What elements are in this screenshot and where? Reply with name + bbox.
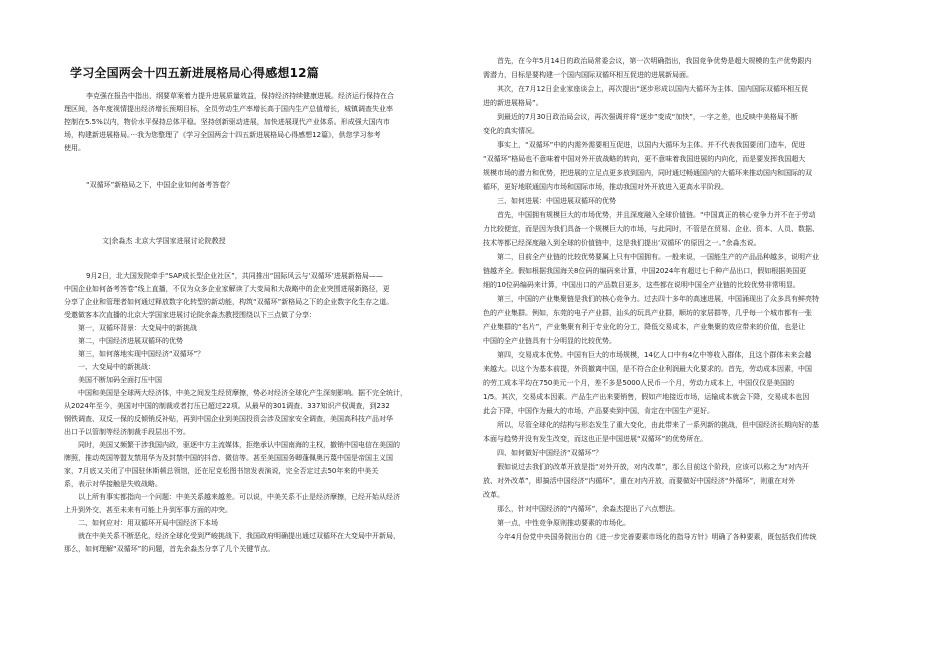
paragraph-line: 理区间，各年度视情提出经济增长预期目标，全员劳动生产率增长高于国内生产总值增长，城镇调查失业率 bbox=[64, 105, 393, 113]
paragraph-line: 以上所有事实都指向一个问题：中美关系越来越差。可以说，中美关系不止是经济摩擦，已经开始从经济 bbox=[78, 493, 400, 501]
paragraph-line: 中国的全产业链具有十分明显的比较优势。 bbox=[483, 337, 616, 345]
paragraph-line: 家，7月底又关闭了中国驻休斯顿总领馆，还在尼克松图书馆发表演说，完全否定过去50年来的中美关 bbox=[64, 467, 379, 475]
paragraph-line: 本面与趋势并没有发生改变，而这也正是中国进展“双循环”的优势所在。 bbox=[483, 435, 708, 443]
paragraph-line: 第二，目前全产业链的比较优势要属上只有中国拥有。一般来说，一国能生产的产品品种越多，说明产业 bbox=[497, 253, 819, 261]
paragraph-line: 第三，如何落地实现中国经济“双循环”？ bbox=[78, 350, 205, 358]
paragraph-line: 事实上，“双循环”中的内需外需要相互促进，以国内大循环为主体。并不代表我国要闭门造车，促进 bbox=[497, 141, 806, 149]
paragraph-line: 第二，中国经济进展双循环的优势 bbox=[78, 337, 183, 345]
paragraph-line: 钢铁调查、双反一保的反倾销反补贴，再到中国企业到美国投资会涉及国家安全调查，美国高科技产品对华 bbox=[64, 415, 393, 423]
paragraph-line: 中国企业如何备考答卷”线上直播，不仅为众多企业家解读了大变局和大战略中的企业突围进展新路径，更 bbox=[64, 285, 390, 293]
paragraph-line: 控制在5.5%以内，物价水平保持总体平稳。坚持创新驱动进展，加快进展现代产业体系。形成强大国内市 bbox=[64, 118, 390, 126]
paragraph-line: 受邀做客本次直播的北京大学国家进展讨论院余淼杰教授围绕以下三点做了分享： bbox=[64, 311, 316, 319]
paragraph-line: 美国不断加码全面打压中国 bbox=[78, 376, 162, 384]
paragraph-line: 首先，中国拥有规模巨大的市场优势，并且深度融入全球价值链。“中国真正的核心竞争力并不在于劳动 bbox=[497, 211, 816, 219]
paragraph-line: 改革。 bbox=[483, 491, 504, 499]
paragraph-line: 李克强在报告中指出，纲要草案着力提升进展质量效益，保持经济持续健康进展。经济运行保持在合 bbox=[86, 92, 394, 100]
paragraph-line: 那么，针对中国经济的“内循环”，余淼杰提出了六点想法。 bbox=[497, 505, 680, 513]
paragraph-line: 第四，交易成本优势。中国有巨大的市场规模，14亿人口中有4亿中等收入群体，且这个群体未来会越 bbox=[497, 351, 812, 359]
paragraph-line: 所以，尽管全球化的结构与形态发生了重大变化，由此带来了一系列新的挑战，但中国经济长期向好的基 bbox=[497, 421, 819, 429]
paragraph-line: 细的10位码编码来计算，中国出口的产品数目更多，这些都在说明中国全产业链的比较优势非常明显。 bbox=[483, 281, 800, 289]
paragraph-line: 第一，双循环背景：大变局中的新挑战 bbox=[78, 324, 197, 332]
section-heading: 四、如何做好中国经济“双循环”？ bbox=[497, 449, 603, 457]
paragraph-line: 链越齐全。假如根据我国海关8位码的编码来计算，中国2024年有超过七千种产品出口，假如根据美国更 bbox=[483, 267, 807, 275]
paragraph-line: 系，表示对华接触是失败战略。 bbox=[64, 480, 162, 488]
paragraph-line: 第三，中国的产业集聚链是我们的核心竞争力。过去四十多年的高速进展，中国涌现出了众多具有鲜亮特 bbox=[497, 295, 819, 303]
paragraph-line: 9月2日，北大国发院牵手“SAP成长型企业社区”，共同推出“国际风云与‘双循环’进展新格局—— bbox=[86, 272, 383, 280]
paragraph-line: 从2024年至今，美国对中国的制裁或者打压已超过22项。从最早的301调查、337知识产权调查，到232 bbox=[64, 402, 390, 410]
paragraph-line: 其次，在7月12日企业家座谈会上，再次提出“逐步形成以国内大循环为主体、国内国际双循环相互促 bbox=[497, 85, 808, 93]
paragraph-line: 第一点，中性竞争原则推动要素的市场化。 bbox=[497, 519, 630, 527]
paragraph-line: 首先，在今年5月14日的政治局常委会议，第一次明确指出，我国竞争优势是超大规模的生产优势跟内 bbox=[497, 57, 812, 65]
section-heading: 二、如何应对：用双循环开局中国经济下本场 bbox=[78, 519, 218, 527]
paragraph-line: 1/5。其次，交易成本因素。产品生产出来要销售，假如产地接近市场，运输成本就会下降，交易成本也因 bbox=[483, 393, 810, 401]
paragraph-line: 循环，更好地联通国内市场和国际市场，推动我国对外开放进入更高水平阶段。 bbox=[483, 183, 728, 191]
paragraph-line: 就在中美关系不断恶化，经济全球化受到严峻挑战下，我国政府明确提出通过双循环在大变局中开新局， bbox=[78, 532, 400, 540]
paragraph-line: 中国和美国是全球两大经济体，中美之间发生经贸摩擦，势必对经济全球化产生深刻影响。据不完全统计， bbox=[78, 389, 407, 397]
section-heading: 三、如何进展：中国进展双循环的优势 bbox=[497, 197, 616, 205]
section-heading: 一、大变局中的新挑战： bbox=[78, 363, 155, 371]
paragraph-line: 放、对外改革”，即搞活中国经济“内循环”，重在对内开放，而要做好中国经济“外循环”，则重在对外 bbox=[483, 477, 796, 485]
paragraph-line: 场，构建新进展格局。···我为您整理了《学习全国两会十四五新进展格局心得感想12篇》，供您学习参考 bbox=[64, 131, 381, 139]
paragraph-line: 进的新进展格局”。 bbox=[483, 99, 543, 107]
paragraph-line: 技术等都已经深度融入到全球的价值链中，这是我们提出‘双循环’的原因之一。”余淼杰说。 bbox=[483, 239, 761, 247]
paragraph-line: 变化的真实情况。 bbox=[483, 127, 539, 135]
document-title: 学习全国两会十四五新进展格局心得感想12篇 bbox=[70, 66, 319, 80]
paragraph-line: 出口予以管制等经济制裁手段层出不穷。 bbox=[64, 428, 190, 436]
paragraph-line: “双循环”新格局之下，中国企业如何备考答卷？ bbox=[86, 181, 234, 189]
paragraph-line: 使用。 bbox=[64, 144, 85, 152]
paragraph-line: 到最近的7月30日政治局会议，再次强调并将“逐步”变成“加快”，一字之差，也反映中美格局不断 bbox=[497, 113, 798, 121]
paragraph-line: 上升到外交，甚至未来有可能上升到军事方面的冲突。 bbox=[64, 506, 232, 514]
paragraph-line: 分享了企业和管理者如何通过释放数字化转型的新动能，构筑“双循环”新格局之下的企业数字化生存之道。 bbox=[64, 298, 394, 306]
paragraph-line: “双循环”格局也不意味着中国对外开放战略的转向，更不意味着我国进展的内向化，而是要发挥我国超大 bbox=[483, 155, 806, 163]
paragraph-line: 牌照，推动英国等盟友禁用华为及封禁中国的抖音、微信等。甚至美国国务卿蓬佩奥污蔑中国是帝国主义国 bbox=[64, 454, 393, 462]
paragraph-line: 来越大。以这个为基本前提，外资撤离中国，是不符合企业利润最大化要求的。首先，劳动成本因素，中国 bbox=[483, 365, 812, 373]
paragraph-line: 的劳工成本平均在750美元一个月，差不多是5000人民币一个月，劳动力成本上，中国仅仅是美国的 bbox=[483, 379, 795, 387]
paragraph-line: 力比较便宜，而是因为我们具备一个规模巨大的市场，与此同时，不管是在贸易、企业、资本、人员、数据、 bbox=[483, 225, 819, 233]
paragraph-line: 假如说过去我们的改革开放是指“对外开放，对内改革”，那么目前这个阶段，应该可以称之为“对内开 bbox=[497, 463, 809, 471]
paragraph-line: 那么，如何理解“双循环”的问题，首先余淼杰分享了几个关键节点。 bbox=[64, 545, 275, 553]
paragraph-line: 今年4月份党中央国务院出台的《进一步完善要素市场化的指导方针》明确了各种要素，既包括我们传统 bbox=[497, 533, 817, 541]
paragraph-line: 色的产业集群。例如，东莞的电子产业群，汕头的玩具产业群，顺坊的家居群等，几乎每一个城市都有一张 bbox=[483, 309, 812, 317]
paragraph-line: 产业集群的“名片”，产业集聚有利于专业化的分工，降低交易成本，产业集聚的效应带来的价值，也是让 bbox=[483, 323, 806, 331]
paragraph-line: 同时，美国又频繁干涉我国内政，驱逐中方主流媒体，拒绝承认中国南海的主权，撤销中国电信在美国的 bbox=[78, 441, 400, 449]
paragraph-line: 需潜力，目标是要构建一个国内国际双循环相互促进的进展新局面。 bbox=[483, 71, 693, 79]
paragraph-line: 此会下降，中国作为最大的市场，产品要卖到中国，肯定在中国生产更好。 bbox=[483, 407, 714, 415]
author-line: 文|余淼杰 北京大学国家进展讨论院教授 bbox=[102, 237, 226, 245]
paragraph-line: 规模市场的潜力和优势，把进展的立足点更多放到国内，同时通过畅通国内的大循环来推动国内和国际的双 bbox=[483, 169, 812, 177]
